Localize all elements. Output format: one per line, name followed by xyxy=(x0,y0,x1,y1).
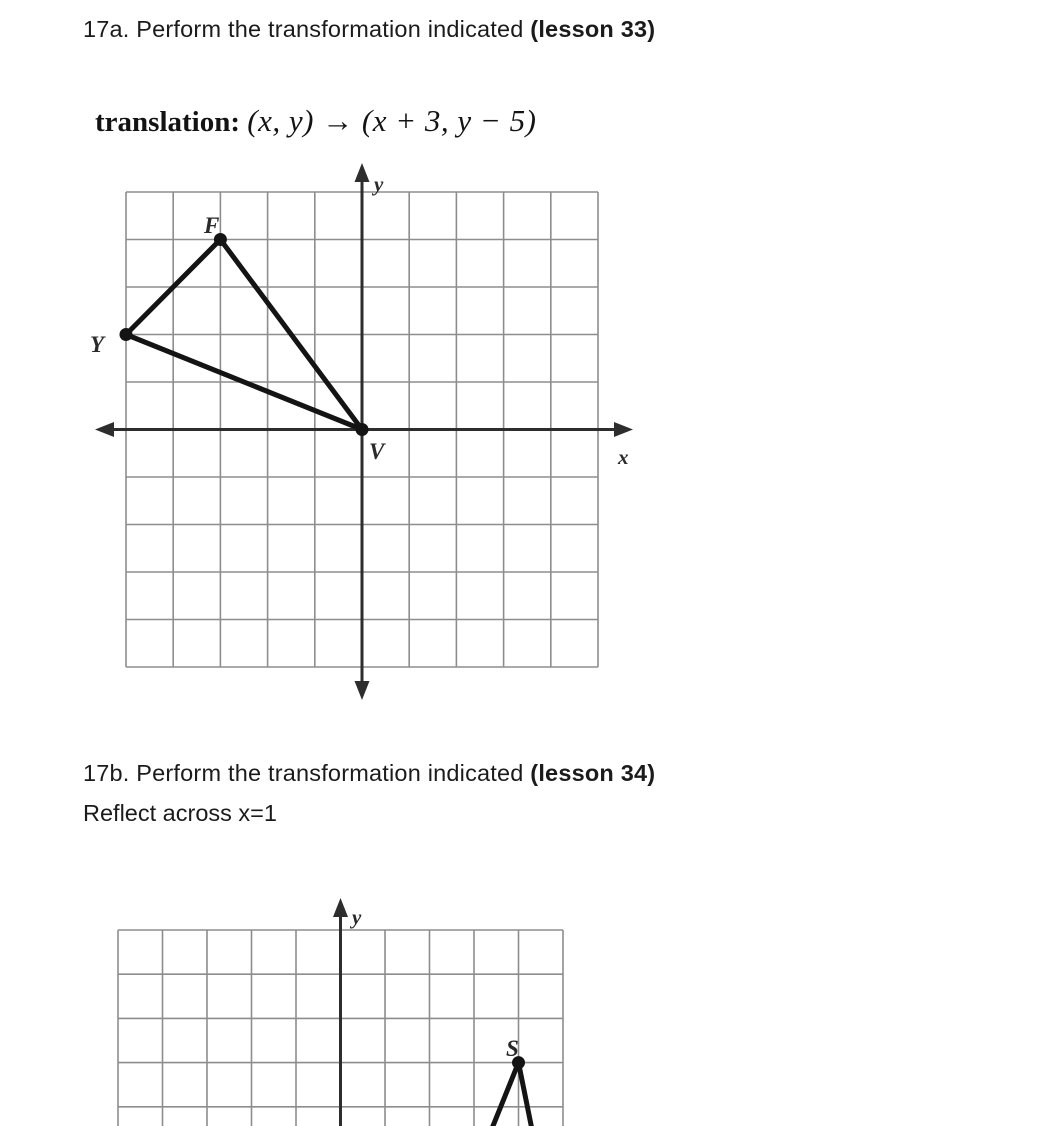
translation-rule: (x, y) → (x + 3, y − 5) xyxy=(247,103,537,138)
vertex-label-F: F xyxy=(204,213,220,238)
triangle-shape xyxy=(430,1056,564,1126)
figure-17a-coordinate-grid xyxy=(0,155,700,715)
problem-17a-lesson: (lesson 33) xyxy=(530,16,656,42)
vertex-dot xyxy=(356,423,369,436)
translation-label: translation: xyxy=(95,106,248,138)
problem-17b-title-text: 17b. Perform the transformation indicated xyxy=(83,760,531,786)
axis-arrowhead xyxy=(614,422,633,437)
axis-label-y: y xyxy=(374,172,384,196)
vertex-label-S: S xyxy=(506,1036,519,1061)
axis-arrowhead xyxy=(355,681,370,700)
axis-label-y: y xyxy=(352,905,362,929)
vertex-label-V: V xyxy=(369,439,385,464)
problem-17b-lesson: (lesson 34) xyxy=(530,760,656,786)
axis-arrowhead xyxy=(355,163,370,182)
figure-17b-coordinate-grid xyxy=(0,893,700,1126)
axis-arrowhead xyxy=(95,422,114,437)
vertex-label-Y: Y xyxy=(90,332,105,357)
problem-17a-title xyxy=(83,16,655,43)
axis-arrowhead xyxy=(333,898,348,917)
vertex-dot xyxy=(120,328,133,341)
axis-label-x: x xyxy=(618,445,629,469)
problem-17b-title xyxy=(83,760,655,787)
axes xyxy=(333,898,348,1126)
triangle-edge xyxy=(519,1063,564,1126)
problem-17a-title-text: 17a. Perform the transformation indicated xyxy=(83,16,531,42)
problem-17b-instruction: Reflect across x=1 xyxy=(83,800,277,826)
problem-17a-instruction xyxy=(95,103,536,139)
